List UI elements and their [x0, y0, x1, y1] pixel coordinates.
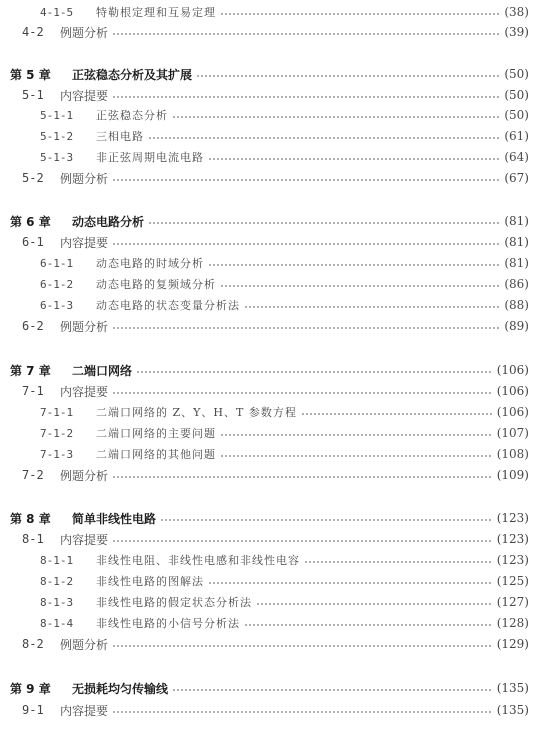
subsection-row[interactable]: [0, 592, 539, 612]
chapter-row[interactable]: [0, 508, 539, 528]
toc-entry[interactable]: [0, 362, 539, 379]
toc-entry[interactable]: [0, 149, 539, 165]
subsection-number: 4-1-5: [40, 5, 74, 19]
page-number[interactable]: (108): [496, 447, 529, 461]
section-title[interactable]: 例题分析: [60, 171, 109, 186]
section-row[interactable]: [0, 85, 539, 105]
page-number[interactable]: (127): [496, 595, 529, 609]
toc-entry[interactable]: [0, 24, 539, 41]
chapter-title[interactable]: 无损耗均匀传输线: [72, 681, 169, 696]
dot-leader: [304, 561, 493, 563]
section-row[interactable]: [0, 529, 539, 549]
toc-entry[interactable]: [0, 170, 539, 187]
section-row[interactable]: [0, 381, 539, 401]
subsection-row[interactable]: [0, 253, 539, 273]
toc-entry[interactable]: [0, 66, 539, 83]
dot-leader: [148, 222, 500, 224]
dot-leader: [220, 285, 500, 287]
toc-entry[interactable]: [0, 255, 539, 271]
chapter-row[interactable]: [0, 360, 539, 380]
page-number[interactable]: (109): [496, 468, 529, 482]
dot-leader: [256, 603, 493, 605]
chapter-number: 第 5 章: [10, 67, 51, 82]
page-number[interactable]: (50): [504, 88, 529, 102]
toc-entry[interactable]: [0, 213, 539, 230]
page-number[interactable]: (81): [504, 235, 529, 249]
section-title[interactable]: 内容提要: [60, 88, 109, 103]
subsection-row[interactable]: [0, 274, 539, 294]
subsection-row[interactable]: [0, 550, 539, 570]
subsection-row[interactable]: [0, 613, 539, 633]
chapter-title[interactable]: 正弦稳态分析及其扩展: [72, 67, 193, 82]
toc-entry[interactable]: [0, 573, 539, 589]
subsection-row[interactable]: [0, 423, 539, 443]
dot-leader: [208, 158, 500, 160]
page-number[interactable]: (135): [496, 703, 529, 717]
section-title[interactable]: 内容提要: [60, 384, 109, 399]
toc-entry[interactable]: [0, 107, 539, 123]
section-title[interactable]: 例题分析: [60, 637, 109, 652]
toc-entry[interactable]: [0, 467, 539, 484]
dot-leader: [244, 624, 493, 626]
dot-leader: [112, 96, 500, 98]
toc-entry[interactable]: [0, 615, 539, 631]
subsection-title[interactable]: 非正弦周期电流电路: [96, 151, 204, 164]
subsection-number: 6-1-3: [40, 298, 74, 312]
dot-leader: [112, 711, 493, 713]
dot-leader: [172, 689, 493, 691]
page-number[interactable]: (38): [504, 5, 529, 19]
subsection-number: 5-1-2: [40, 129, 74, 143]
dot-leader: [208, 582, 493, 584]
subsection-title[interactable]: 动态电路的状态变量分析法: [96, 299, 240, 312]
subsection-title[interactable]: 动态电路的复频域分析: [96, 278, 216, 291]
dot-leader: [112, 476, 493, 478]
chapter-title[interactable]: 简单非线性电路: [72, 511, 157, 526]
section-title[interactable]: 内容提要: [60, 235, 109, 250]
dot-leader: [112, 327, 500, 329]
section-row[interactable]: [0, 232, 539, 252]
page-number[interactable]: (125): [496, 574, 529, 588]
dot-leader: [220, 13, 500, 15]
dot-leader: [172, 116, 500, 118]
dot-leader: [244, 306, 500, 308]
subsection-title[interactable]: 二端口网络的其他问题: [96, 448, 216, 461]
section-number: 8-1: [22, 532, 44, 546]
subsection-row[interactable]: [0, 126, 539, 146]
section-number: 9-1: [22, 703, 44, 717]
page-number[interactable]: (89): [504, 319, 529, 333]
page-number[interactable]: (129): [496, 637, 529, 651]
section-number: 8-2: [22, 637, 44, 651]
section-number: 7-1: [22, 384, 44, 398]
subsection-number: 7-1-2: [40, 426, 74, 440]
subsection-title[interactable]: 非线性电路的图解法: [96, 575, 204, 588]
toc-entry[interactable]: [0, 87, 539, 104]
section-title[interactable]: 例题分析: [60, 468, 109, 483]
subsection-title[interactable]: 非线性电路的小信号分析法: [96, 617, 240, 630]
chapter-number: 第 9 章: [10, 681, 51, 696]
page-number[interactable]: (123): [496, 511, 529, 525]
subsection-number: 8-1-1: [40, 553, 74, 567]
toc-entry[interactable]: [0, 702, 539, 719]
subsection-number: 6-1-1: [40, 256, 74, 270]
subsection-row[interactable]: [0, 571, 539, 591]
subsection-title[interactable]: 二端口网络的 Z、Y、H、T 参数方程: [96, 406, 297, 419]
section-row[interactable]: [0, 700, 539, 720]
section-row[interactable]: [0, 465, 539, 485]
dot-leader: [148, 137, 500, 139]
subsection-title[interactable]: 正弦稳态分析: [96, 109, 168, 122]
chapter-row[interactable]: [0, 211, 539, 231]
section-row[interactable]: [0, 316, 539, 336]
subsection-number: 8-1-2: [40, 574, 74, 588]
subsection-row[interactable]: [0, 105, 539, 125]
section-row[interactable]: [0, 634, 539, 654]
page-number[interactable]: (106): [496, 405, 529, 419]
toc-entry[interactable]: [0, 318, 539, 335]
toc-entry[interactable]: [0, 680, 539, 697]
subsection-number: 6-1-2: [40, 277, 74, 291]
dot-leader: [220, 434, 493, 436]
section-row[interactable]: [0, 22, 539, 42]
toc-entry[interactable]: [0, 383, 539, 400]
dot-leader: [136, 371, 493, 373]
subsection-title[interactable]: 特勒根定理和互易定理: [96, 6, 216, 19]
chapter-number: 第 8 章: [10, 511, 51, 526]
subsection-row[interactable]: [0, 295, 539, 315]
section-title[interactable]: 例题分析: [60, 319, 109, 334]
subsection-row[interactable]: [0, 444, 539, 464]
subsection-number: 8-1-4: [40, 616, 74, 630]
section-row[interactable]: [0, 168, 539, 188]
page-number[interactable]: (86): [504, 277, 529, 291]
toc-entry[interactable]: [0, 128, 539, 144]
toc-entry[interactable]: [0, 297, 539, 313]
page-number[interactable]: (128): [496, 616, 529, 630]
subsection-row[interactable]: [0, 402, 539, 422]
page-number[interactable]: (106): [496, 363, 529, 377]
toc-entry[interactable]: [0, 594, 539, 610]
page-number[interactable]: (50): [504, 108, 529, 122]
page-number[interactable]: (135): [496, 681, 529, 695]
page-number[interactable]: (123): [496, 532, 529, 546]
page-number[interactable]: (61): [504, 129, 529, 143]
chapter-number: 第 7 章: [10, 363, 51, 378]
subsection-title[interactable]: 动态电路的时域分析: [96, 257, 204, 270]
subsection-number: 7-1-1: [40, 405, 74, 419]
subsection-number: 5-1-3: [40, 150, 74, 164]
page-number[interactable]: (81): [504, 214, 529, 228]
chapter-title[interactable]: 动态电路分析: [72, 214, 145, 229]
page-number[interactable]: (88): [504, 298, 529, 312]
dot-leader: [112, 645, 493, 647]
subsection-number: 5-1-1: [40, 108, 74, 122]
dot-leader: [220, 455, 493, 457]
dot-leader: [112, 33, 500, 35]
toc-entry[interactable]: [0, 531, 539, 548]
section-number: 5-2: [22, 171, 44, 185]
section-number: 7-2: [22, 468, 44, 482]
toc-entry[interactable]: [0, 510, 539, 527]
toc-entry[interactable]: [0, 404, 539, 420]
chapter-title[interactable]: 二端口网络: [72, 363, 133, 378]
toc-entry[interactable]: [0, 234, 539, 251]
dot-leader: [112, 392, 493, 394]
subsection-title[interactable]: 非线性电路的假定状态分析法: [96, 596, 252, 609]
page-number[interactable]: (81): [504, 256, 529, 270]
chapter-number: 第 6 章: [10, 214, 51, 229]
subsection-row[interactable]: [0, 2, 539, 22]
subsection-title[interactable]: 三相电路: [96, 130, 144, 143]
section-number: 4-2: [22, 25, 44, 39]
subsection-row[interactable]: [0, 147, 539, 167]
toc-entry[interactable]: [0, 4, 539, 20]
section-number: 5-1: [22, 88, 44, 102]
dot-leader: [112, 540, 493, 542]
section-number: 6-1: [22, 235, 44, 249]
subsection-title[interactable]: 非线性电阻、非线性电感和非线性电容: [96, 554, 300, 567]
toc-entry[interactable]: [0, 552, 539, 568]
dot-leader: [301, 413, 493, 415]
section-title[interactable]: 内容提要: [60, 532, 109, 547]
dot-leader: [112, 243, 500, 245]
page-number[interactable]: (106): [496, 384, 529, 398]
toc-entry[interactable]: [0, 446, 539, 462]
dot-leader: [160, 519, 493, 521]
toc-entry[interactable]: [0, 636, 539, 653]
section-title[interactable]: 例题分析: [60, 25, 109, 40]
subsection-number: 8-1-3: [40, 595, 74, 609]
subsection-title[interactable]: 二端口网络的主要问题: [96, 427, 216, 440]
section-title[interactable]: 内容提要: [60, 703, 109, 718]
toc-entry[interactable]: [0, 276, 539, 292]
section-number: 6-2: [22, 319, 44, 333]
page-number[interactable]: (67): [504, 171, 529, 185]
page-number[interactable]: (64): [504, 150, 529, 164]
toc-entry[interactable]: [0, 425, 539, 441]
dot-leader: [196, 75, 500, 77]
chapter-row[interactable]: [0, 678, 539, 698]
page-number[interactable]: (50): [504, 67, 529, 81]
chapter-row[interactable]: [0, 64, 539, 84]
dot-leader: [208, 264, 500, 266]
page-number[interactable]: (123): [496, 553, 529, 567]
page-number[interactable]: (39): [504, 25, 529, 39]
dot-leader: [112, 179, 500, 181]
subsection-number: 7-1-3: [40, 447, 74, 461]
page-number[interactable]: (107): [496, 426, 529, 440]
